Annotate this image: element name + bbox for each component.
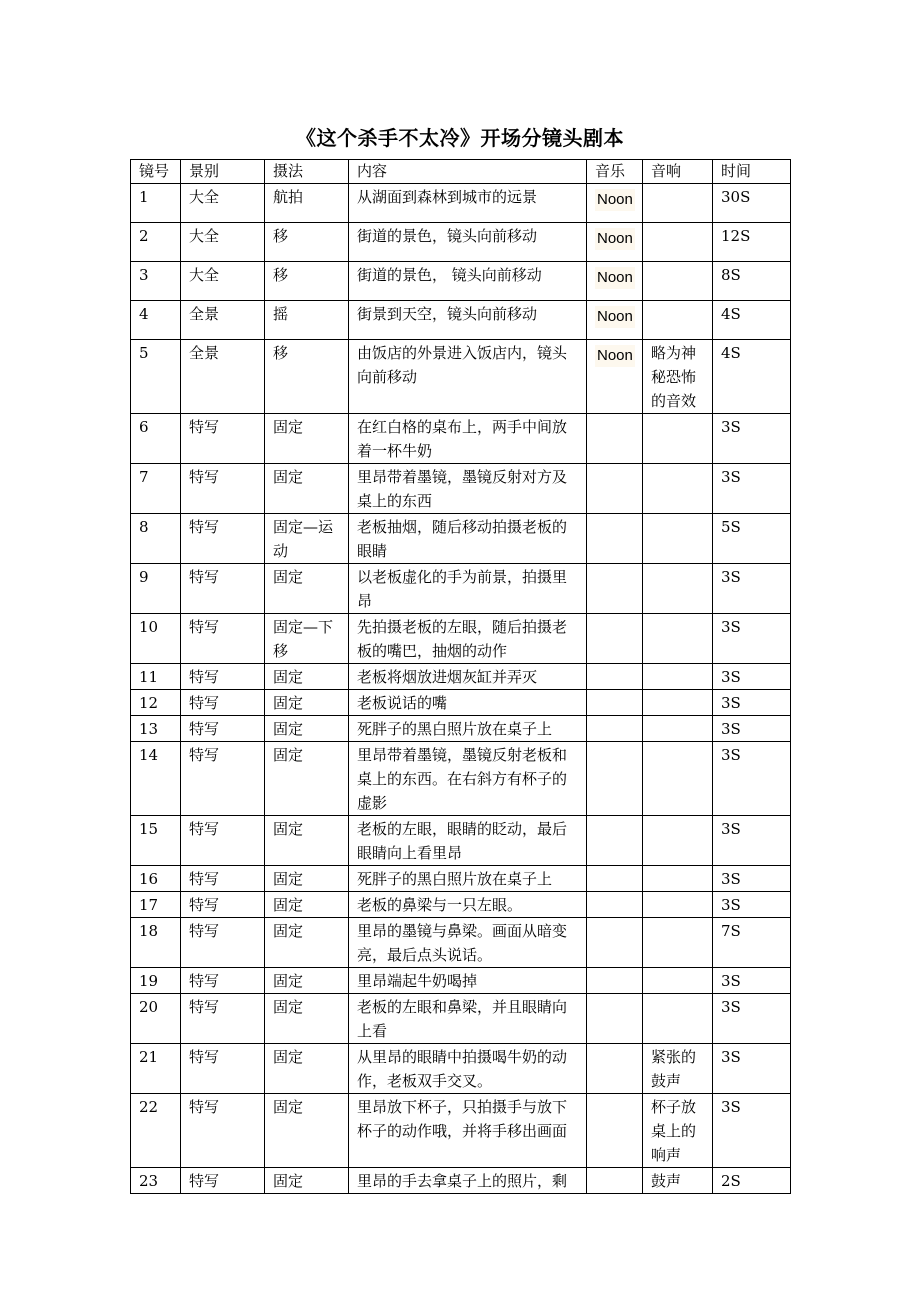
shot-number-cell: 8 [131,514,181,564]
sound-cell [643,918,713,968]
table-row [131,994,791,1044]
shot-size-cell: 大全 [181,184,265,223]
shot-number-cell: 3 [131,262,181,301]
music-cell [587,968,643,994]
sound-cell [643,690,713,716]
duration-cell: 4S [713,340,791,414]
content-cell: 里昂的手去拿桌子上的照片，剩 [349,1168,587,1194]
duration-cell: 8S [713,262,791,301]
table-row [131,690,791,716]
content-cell: 从湖面到森林到城市的远景 [349,184,587,223]
table-row [131,892,791,918]
shot-number-cell: 21 [131,1044,181,1094]
duration-cell: 3S [713,816,791,866]
camera-method-cell: 固定 [265,816,349,866]
camera-method-cell: 固定 [265,918,349,968]
sound-cell [643,742,713,816]
sound-cell [643,184,713,223]
music-cell [587,816,643,866]
duration-cell: 3S [713,968,791,994]
music-cell [587,414,643,464]
shot-size-cell: 特写 [181,1094,265,1168]
sound-cell [643,223,713,262]
music-cell [587,564,643,614]
music-cell [587,716,643,742]
music-cell [587,892,643,918]
duration-cell: 30S [713,184,791,223]
music-label: Noon [595,189,635,211]
camera-method-cell: 固定 [265,664,349,690]
content-cell: 在红白格的桌布上，两手中间放着一杯牛奶 [349,414,587,464]
shot-number-cell: 22 [131,1094,181,1168]
table-row [131,223,791,262]
content-cell: 先拍摄老板的左眼，随后拍摄老板的嘴巴，抽烟的动作 [349,614,587,664]
shot-number-cell: 5 [131,340,181,414]
shot-number-cell: 18 [131,918,181,968]
sound-cell [643,968,713,994]
shot-size-cell: 特写 [181,892,265,918]
camera-method-cell: 移 [265,262,349,301]
duration-cell: 5S [713,514,791,564]
duration-cell: 3S [713,414,791,464]
content-cell: 街道的景色，镜头向前移动 [349,223,587,262]
content-cell: 街景到天空，镜头向前移动 [349,301,587,340]
camera-method-cell: 固定 [265,464,349,514]
sound-cell [643,716,713,742]
camera-method-cell: 固定 [265,1168,349,1194]
sound-cell [643,514,713,564]
content-cell: 由饭店的外景进入饭店内，镜头向前移动 [349,340,587,414]
shot-size-cell: 全景 [181,340,265,414]
duration-cell: 3S [713,994,791,1044]
page-title: 《这个杀手不太冷》开场分镜头剧本 [296,126,624,150]
duration-cell: 3S [713,1094,791,1168]
sound-cell: 紧张的鼓声 [643,1044,713,1094]
camera-method-cell: 固定 [265,1044,349,1094]
shot-size-cell: 特写 [181,464,265,514]
shot-size-cell: 特写 [181,614,265,664]
shot-size-cell: 特写 [181,690,265,716]
camera-method-cell: 固定 [265,968,349,994]
camera-method-cell: 移 [265,340,349,414]
shot-number-cell: 4 [131,301,181,340]
sound-cell [643,892,713,918]
table-row [131,1168,791,1194]
content-cell: 以老板虚化的手为前景，拍摄里昂 [349,564,587,614]
camera-method-cell: 航拍 [265,184,349,223]
shot-size-cell: 特写 [181,716,265,742]
sound-cell: 略为神秘恐怖的音效 [643,340,713,414]
shot-number-cell: 6 [131,414,181,464]
duration-cell: 3S [713,464,791,514]
content-cell: 街道的景色， 镜头向前移动 [349,262,587,301]
sound-cell: 鼓声 [643,1168,713,1194]
music-cell [587,994,643,1044]
shot-size-cell: 特写 [181,918,265,968]
sound-cell [643,994,713,1044]
content-cell: 死胖子的黑白照片放在桌子上 [349,866,587,892]
duration-cell: 3S [713,742,791,816]
camera-method-cell: 固定—运动 [265,514,349,564]
music-cell [587,184,643,223]
shot-size-cell: 全景 [181,301,265,340]
shot-number-cell: 23 [131,1168,181,1194]
sound-cell [643,262,713,301]
shot-number-cell: 2 [131,223,181,262]
shot-number-cell: 1 [131,184,181,223]
music-cell [587,664,643,690]
duration-cell: 3S [713,564,791,614]
sound-cell [643,414,713,464]
duration-cell: 3S [713,716,791,742]
shot-size-cell: 特写 [181,816,265,866]
music-cell [587,1044,643,1094]
table-row [131,301,791,340]
music-cell [587,262,643,301]
duration-cell: 3S [713,690,791,716]
sound-cell [643,301,713,340]
shot-number-cell: 13 [131,716,181,742]
table-row [131,340,791,414]
shot-number-cell: 17 [131,892,181,918]
shot-size-cell: 特写 [181,564,265,614]
content-cell: 老板的鼻梁与一只左眼。 [349,892,587,918]
table-row [131,564,791,614]
sound-cell [643,664,713,690]
shot-number-cell: 10 [131,614,181,664]
content-cell: 死胖子的黑白照片放在桌子上 [349,716,587,742]
shot-number-cell: 19 [131,968,181,994]
content-cell: 老板的左眼，眼睛的眨动，最后眼睛向上看里昂 [349,816,587,866]
header-cell: 镜号 [131,160,181,184]
table-row [131,614,791,664]
music-cell [587,1168,643,1194]
music-cell [587,340,643,414]
duration-cell: 7S [713,918,791,968]
content-cell: 里昂端起牛奶喝掉 [349,968,587,994]
music-label: Noon [595,345,635,367]
camera-method-cell: 固定 [265,742,349,816]
camera-method-cell: 固定 [265,892,349,918]
shot-number-cell: 20 [131,994,181,1044]
shot-size-cell: 大全 [181,223,265,262]
content-cell: 里昂的墨镜与鼻梁。画面从暗变亮，最后点头说话。 [349,918,587,968]
duration-cell: 3S [713,866,791,892]
content-cell: 从里昂的眼睛中拍摄喝牛奶的动作，老板双手交叉。 [349,1044,587,1094]
camera-method-cell: 固定 [265,716,349,742]
duration-cell: 12S [713,223,791,262]
header-cell: 时间 [713,160,791,184]
camera-method-cell: 摇 [265,301,349,340]
content-cell: 里昂带着墨镜，墨镜反射老板和桌上的东西。在右斜方有杯子的虚影 [349,742,587,816]
table-row [131,464,791,514]
shot-size-cell: 大全 [181,262,265,301]
shot-size-cell: 特写 [181,1168,265,1194]
duration-cell: 4S [713,301,791,340]
sound-cell [643,816,713,866]
table-row [131,866,791,892]
content-cell: 里昂放下杯子，只拍摄手与放下杯子的动作哦，并将手移出画面 [349,1094,587,1168]
shot-number-cell: 7 [131,464,181,514]
content-cell: 老板抽烟，随后移动拍摄老板的眼睛 [349,514,587,564]
table-row [131,184,791,223]
content-cell: 里昂带着墨镜，墨镜反射对方及桌上的东西 [349,464,587,514]
sound-cell [643,464,713,514]
music-label: Noon [595,267,635,289]
camera-method-cell: 固定 [265,994,349,1044]
shot-size-cell: 特写 [181,514,265,564]
camera-method-cell: 固定 [265,414,349,464]
shot-number-cell: 16 [131,866,181,892]
shot-number-cell: 15 [131,816,181,866]
duration-cell: 3S [713,1044,791,1094]
header-cell: 音乐 [587,160,643,184]
table-row [131,1094,791,1168]
header-row [131,160,791,184]
camera-method-cell: 固定 [265,564,349,614]
shot-size-cell: 特写 [181,1044,265,1094]
camera-method-cell: 固定—下移 [265,614,349,664]
music-cell [587,464,643,514]
content-cell: 老板的左眼和鼻梁，并且眼睛向上看 [349,994,587,1044]
music-label: Noon [595,306,635,328]
table-row [131,1044,791,1094]
duration-cell: 3S [713,892,791,918]
shot-size-cell: 特写 [181,968,265,994]
camera-method-cell: 固定 [265,1094,349,1168]
sound-cell [643,614,713,664]
content-cell: 老板将烟放进烟灰缸并弄灭 [349,664,587,690]
table-row [131,262,791,301]
table-row [131,816,791,866]
shot-size-cell: 特写 [181,664,265,690]
sound-cell: 杯子放桌上的响声 [643,1094,713,1168]
music-cell [587,742,643,816]
sound-cell [643,564,713,614]
shot-number-cell: 9 [131,564,181,614]
camera-method-cell: 移 [265,223,349,262]
table-row [131,716,791,742]
music-cell [587,301,643,340]
shot-size-cell: 特写 [181,742,265,816]
table-row [131,664,791,690]
camera-method-cell: 固定 [265,690,349,716]
sound-cell [643,866,713,892]
header-cell: 内容 [349,160,587,184]
shot-number-cell: 14 [131,742,181,816]
shot-number-cell: 11 [131,664,181,690]
content-cell: 老板说话的嘴 [349,690,587,716]
music-cell [587,866,643,892]
table-row [131,918,791,968]
duration-cell: 2S [713,1168,791,1194]
music-cell [587,514,643,564]
shot-size-cell: 特写 [181,866,265,892]
duration-cell: 3S [713,614,791,664]
header-cell: 摄法 [265,160,349,184]
storyboard-table [130,159,791,1194]
music-label: Noon [595,228,635,250]
shot-size-cell: 特写 [181,994,265,1044]
music-cell [587,690,643,716]
camera-method-cell: 固定 [265,866,349,892]
table-row [131,968,791,994]
music-cell [587,918,643,968]
table-row [131,514,791,564]
shot-size-cell: 特写 [181,414,265,464]
music-cell [587,223,643,262]
duration-cell: 3S [713,664,791,690]
shot-number-cell: 12 [131,690,181,716]
table-row [131,414,791,464]
music-cell [587,1094,643,1168]
header-cell: 景别 [181,160,265,184]
header-cell: 音响 [643,160,713,184]
table-row [131,742,791,816]
music-cell [587,614,643,664]
